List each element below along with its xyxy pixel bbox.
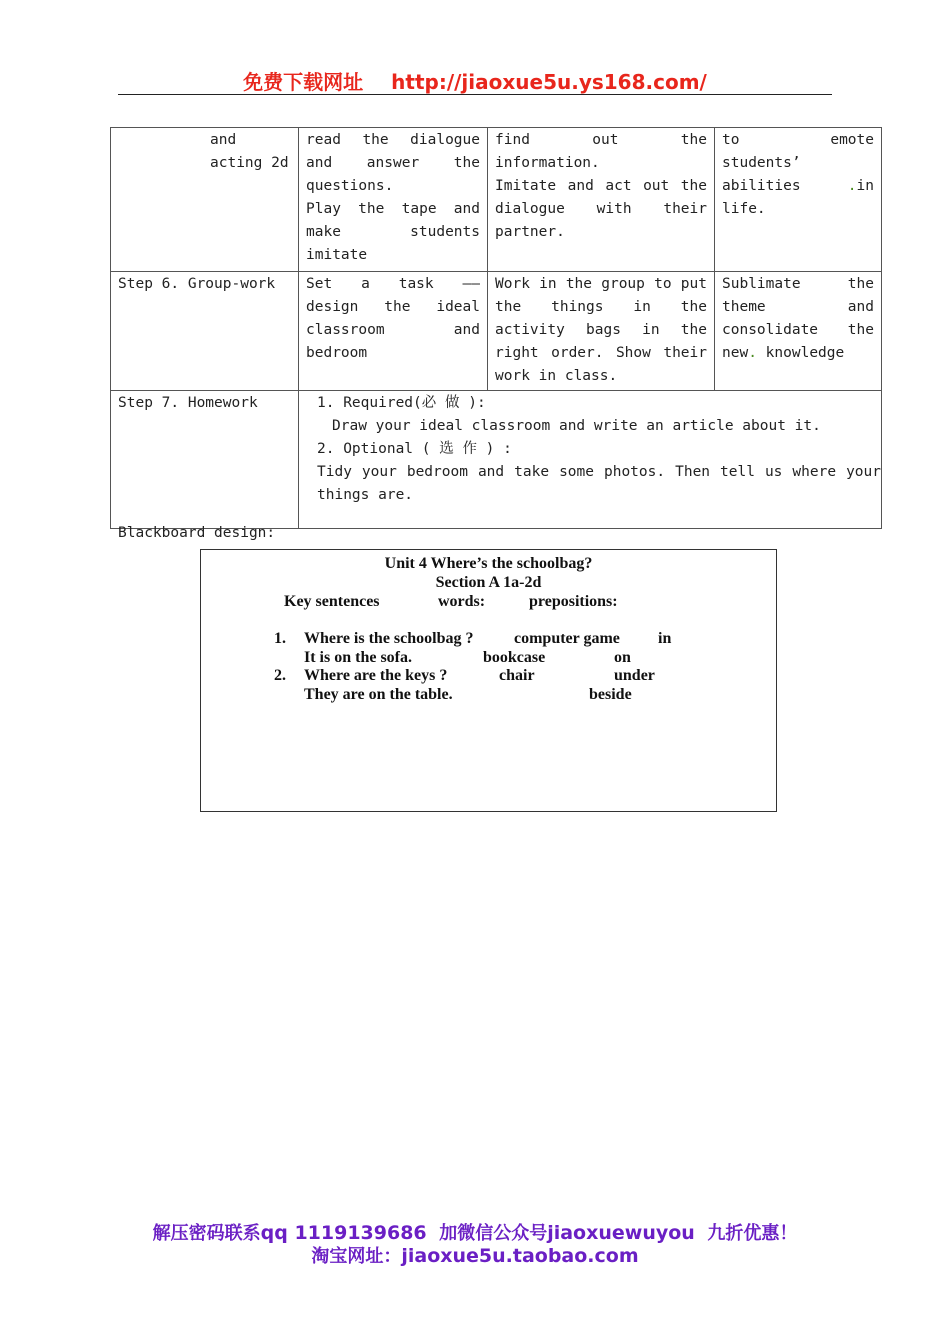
cell-homework xyxy=(299,391,882,529)
footer-text: 淘宝网址： xyxy=(311,1246,402,1267)
board-prep: in xyxy=(658,630,672,647)
student-line: partner. xyxy=(495,224,565,240)
board-section: Section A 1a-2d xyxy=(435,574,542,591)
cell-purpose xyxy=(715,128,882,272)
board-prep: on xyxy=(614,649,631,666)
cell-step xyxy=(111,391,299,529)
board-title: Unit 4 Where’s the schoolbag? xyxy=(384,555,593,572)
purpose-line xyxy=(722,342,874,365)
purpose-word: knowledge xyxy=(756,345,845,361)
blackboard-box xyxy=(200,549,777,812)
board-answer: They are on the table. xyxy=(304,686,453,703)
optional-label: 2. Optional ( 选 作 ) : xyxy=(317,441,512,457)
purpose-line: to emote xyxy=(722,132,874,148)
board-col-key: Key sentences xyxy=(284,593,380,610)
step-text-line: and xyxy=(210,132,237,148)
footer-line-2 xyxy=(0,1242,950,1268)
table-row-acting xyxy=(111,128,882,272)
cell-teacher-activity xyxy=(299,272,488,391)
optional-text: Tidy your bedroom and take some photos. Then tell us where your things are. xyxy=(317,464,881,503)
teacher-line: make students xyxy=(306,224,480,240)
cell-student-activity xyxy=(488,272,715,391)
teacher-line: Play the tape and xyxy=(306,201,480,217)
board-number: 1. xyxy=(274,630,286,647)
teacher-line: read the dialogue xyxy=(306,132,480,148)
footer-taobao-url[interactable]: jiaoxue5u.taobao.com xyxy=(401,1245,639,1267)
board-col-words: words: xyxy=(438,593,486,610)
teacher-line: Set a task —— xyxy=(306,276,480,292)
footer-text: 九折优惠！ xyxy=(707,1223,798,1244)
teacher-line: design the ideal xyxy=(306,299,480,315)
purpose-line xyxy=(722,175,874,198)
purpose-line: life. xyxy=(722,201,766,217)
required-label: 1. Required(必 做 ): xyxy=(317,395,486,411)
page-header xyxy=(118,66,832,95)
student-line: activity bags in the xyxy=(495,322,707,338)
board-prep: beside xyxy=(589,686,632,703)
student-line: dialogue with their xyxy=(495,201,707,217)
board-col-preps: prepositions: xyxy=(529,593,618,610)
purpose-line: Sublimate the xyxy=(722,276,874,292)
purpose-word: in xyxy=(856,178,874,194)
cell-teacher-activity xyxy=(299,128,488,272)
teacher-line: imitate xyxy=(306,247,368,263)
blackboard-label: Blackboard design: xyxy=(118,525,276,541)
table-row-homework xyxy=(111,391,882,529)
purpose-word-group xyxy=(848,175,874,198)
green-dot-mark: . xyxy=(748,345,757,361)
student-line: the things in the xyxy=(495,299,707,315)
step-label: Step 6. Group-work xyxy=(118,276,276,292)
cell-purpose xyxy=(715,272,882,391)
cell-student-activity xyxy=(488,128,715,272)
required-text: Draw your ideal classroom and write an article about it. xyxy=(332,418,821,434)
table-row-group-work xyxy=(111,272,882,391)
student-line: information. xyxy=(495,155,600,171)
footer-text: 解压密码联系 xyxy=(152,1223,261,1244)
purpose-line: consolidate the xyxy=(722,322,874,338)
green-dot-mark: . xyxy=(847,178,857,194)
purpose-line: theme and xyxy=(722,299,874,315)
student-line: find out the xyxy=(495,132,707,148)
board-answer: It is on the sofa. xyxy=(304,649,413,666)
purpose-word: abilities xyxy=(722,178,801,194)
step-label: Step 7. Homework xyxy=(118,395,258,411)
purpose-line: students’ xyxy=(722,155,801,171)
cell-step xyxy=(111,272,299,391)
board-word: chair xyxy=(499,667,535,684)
footer-text: 加微信公众号 xyxy=(439,1223,548,1244)
student-line: Imitate and act out the xyxy=(495,178,707,194)
board-question: Where is the schoolbag ? xyxy=(304,630,474,647)
step-text-line: acting 2d xyxy=(210,155,289,171)
footer-qq: qq 1119139686 xyxy=(260,1222,427,1244)
student-line: right order. Show their xyxy=(495,345,707,361)
lesson-table xyxy=(110,127,882,529)
board-number: 2. xyxy=(274,667,286,684)
teacher-line: bedroom xyxy=(306,345,368,361)
teacher-line: classroom and xyxy=(306,322,480,338)
cell-step xyxy=(111,128,299,272)
footer-wechat: jiaoxuewuyou xyxy=(547,1222,695,1244)
board-question: Where are the keys ? xyxy=(304,667,448,684)
header-url[interactable]: http://jiaoxue5u.ys168.com/ xyxy=(391,70,707,94)
teacher-line: and answer the xyxy=(306,155,480,171)
header-title: 免费下载网址 xyxy=(243,70,364,94)
purpose-word: new xyxy=(722,345,749,361)
teacher-line: questions. xyxy=(306,178,394,194)
student-line: work in class. xyxy=(495,368,618,384)
student-line: Work in the group to put xyxy=(495,276,707,292)
board-prep: under xyxy=(614,667,655,684)
board-word: computer game xyxy=(514,630,620,647)
board-word: bookcase xyxy=(483,649,546,666)
